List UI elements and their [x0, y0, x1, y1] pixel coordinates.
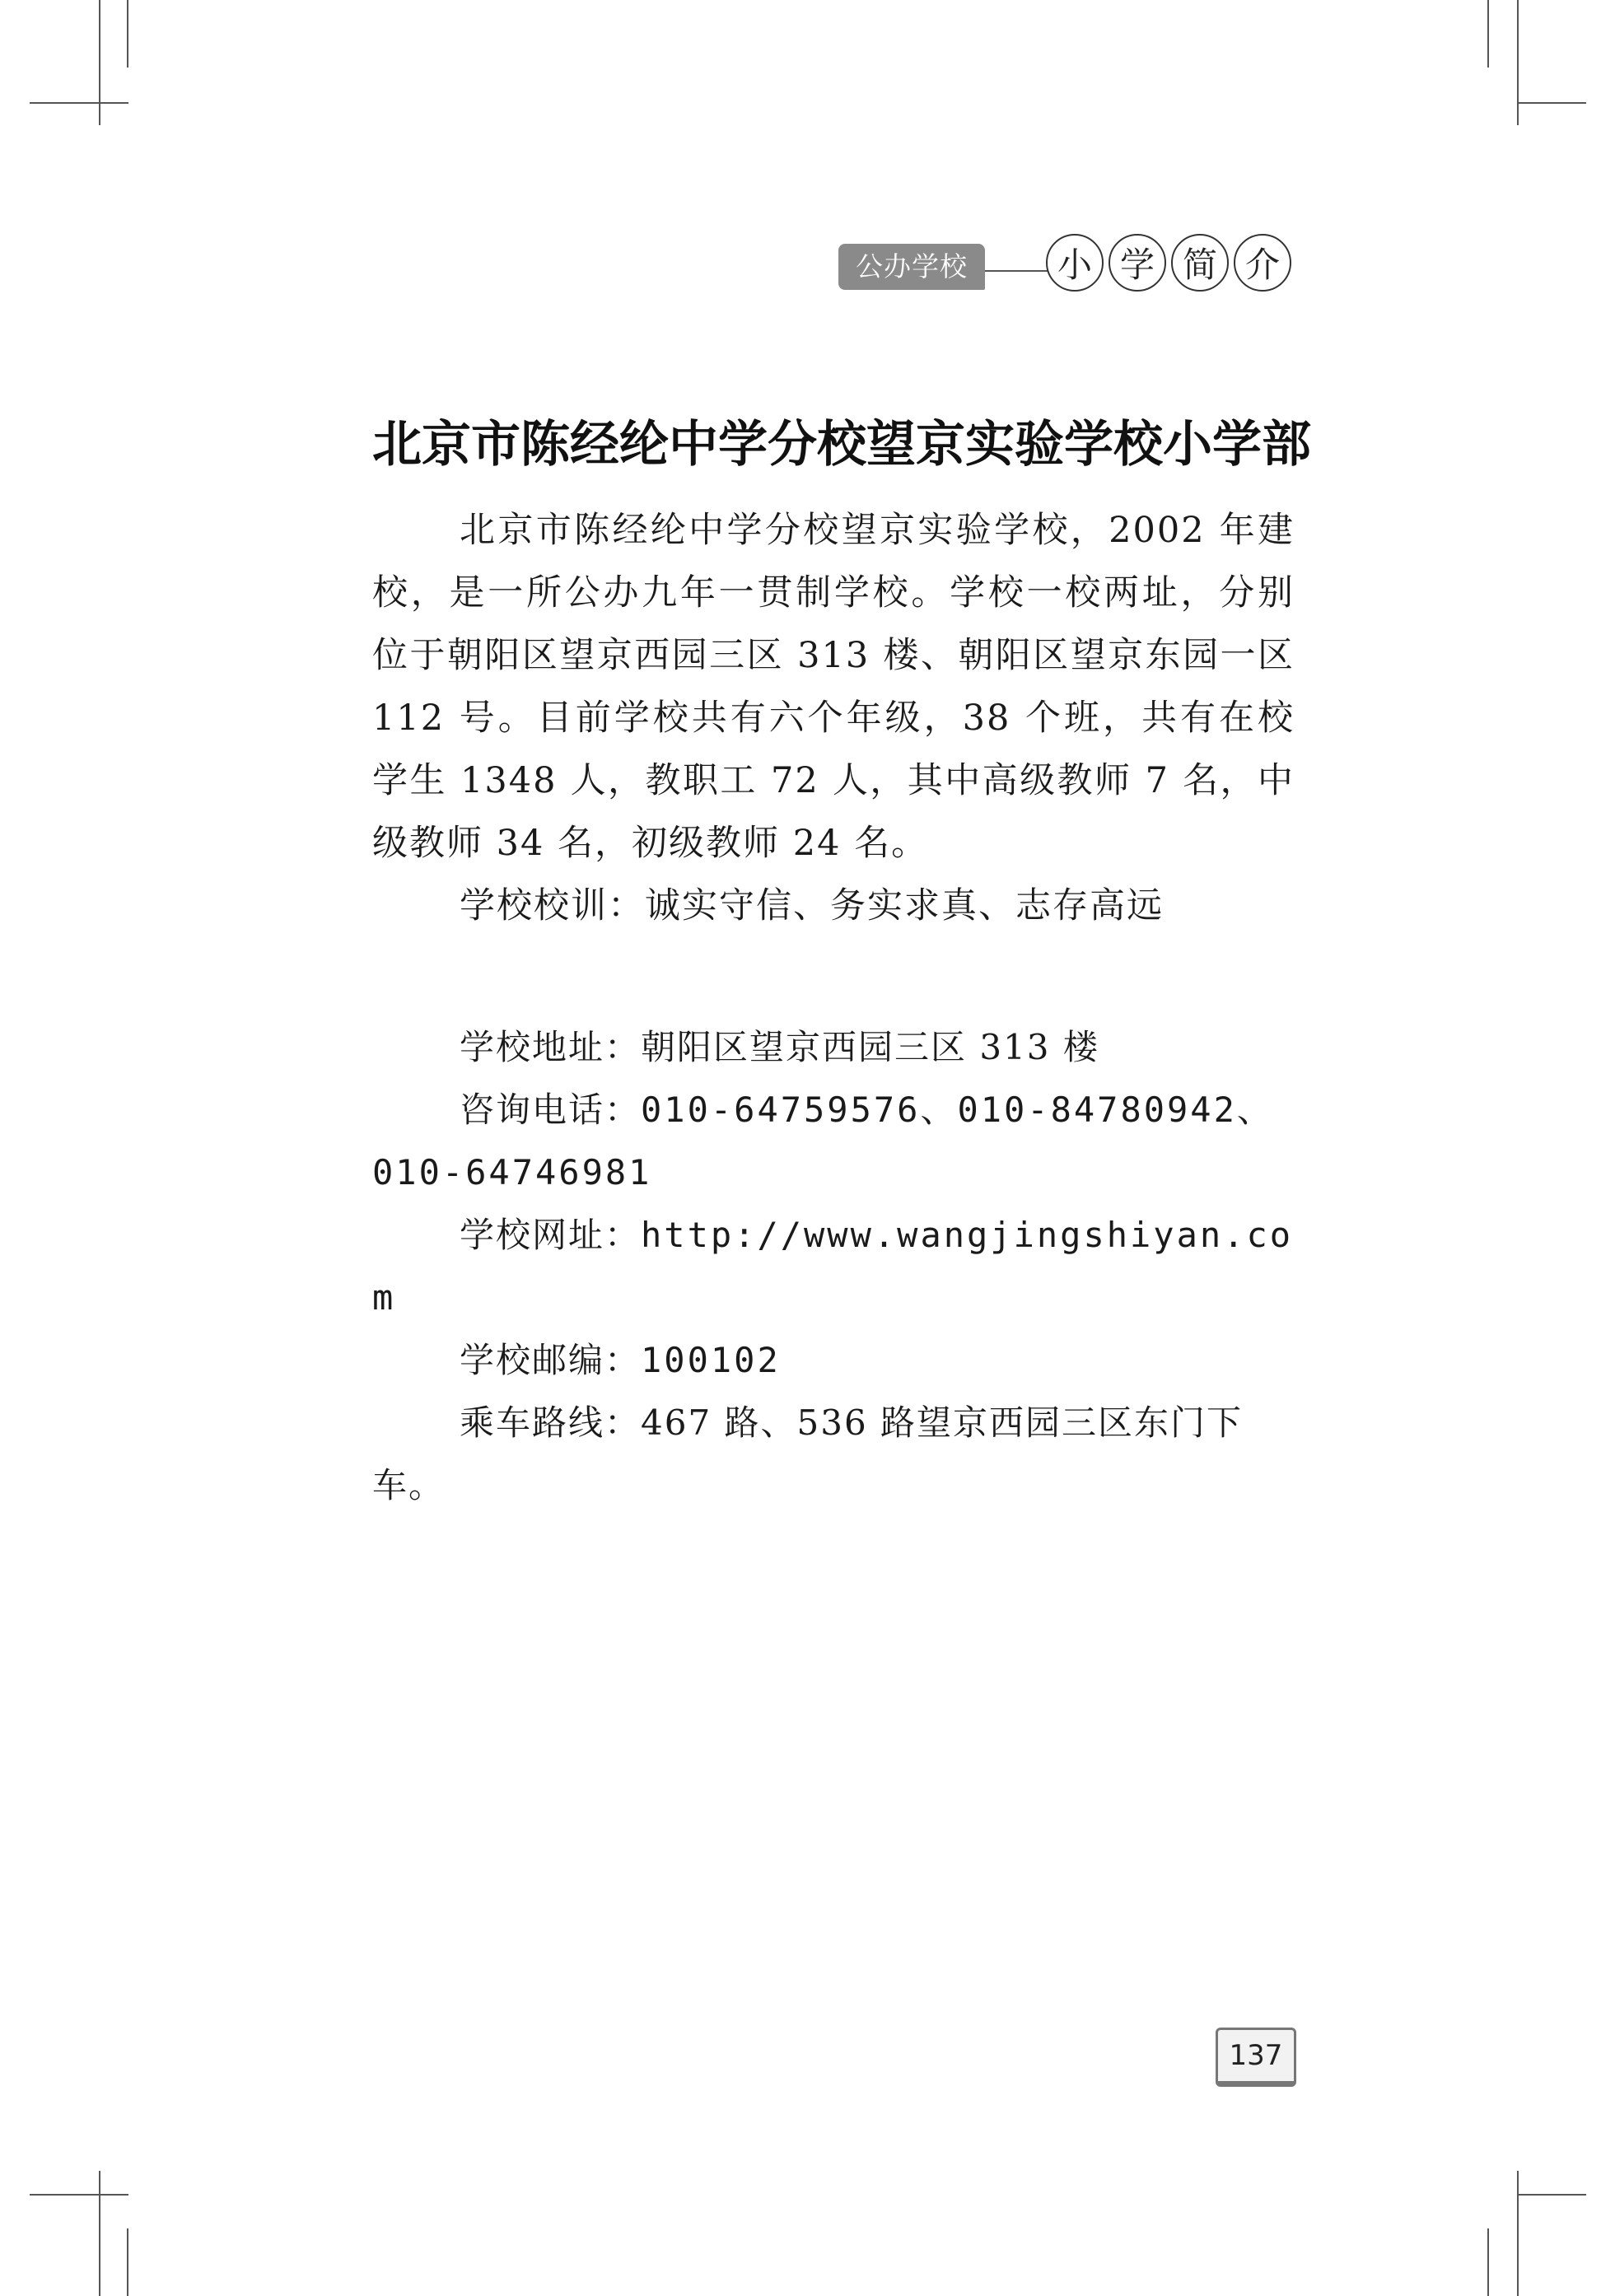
school-motto — [372, 875, 1295, 937]
crop-mark-top-left-h — [30, 102, 128, 104]
info-phone-value: 010-64759576、010-84780942、010-64746981 — [372, 1090, 1274, 1192]
crop-mark-top-right-h — [1517, 102, 1586, 104]
crop-mark-bottom-right-v2 — [1517, 2171, 1519, 2296]
info-phone-label: 咨询电话： — [460, 1090, 642, 1130]
info-bus-route-label: 乘车路线： — [460, 1402, 642, 1443]
section-char-4: 介 — [1234, 234, 1291, 292]
main-content — [372, 499, 1295, 1517]
school-title: 北京市陈经纶中学分校望京实验学校小学部 — [372, 416, 1311, 474]
crop-mark-top-right-v — [1487, 0, 1489, 68]
crop-mark-top-right-v2 — [1517, 0, 1519, 125]
info-postcode-label: 学校邮编： — [460, 1340, 642, 1380]
section-char-1: 小 — [1046, 234, 1104, 292]
crop-mark-bottom-right-h — [1517, 2194, 1586, 2196]
crop-mark-bottom-left-v — [99, 2171, 100, 2296]
crop-mark-bottom-right-v — [1487, 2228, 1489, 2296]
crop-mark-bottom-left-v2 — [127, 2228, 128, 2296]
motto-value: 诚实守信、务实求真、志存高远 — [645, 885, 1164, 926]
section-char-2: 学 — [1109, 234, 1166, 292]
section-char-3: 简 — [1171, 234, 1229, 292]
page-number: 137 — [1216, 2028, 1296, 2087]
section-title — [1046, 234, 1291, 292]
page-header — [838, 234, 1287, 293]
info-postcode — [372, 1329, 1295, 1392]
info-address — [372, 1016, 1295, 1079]
crop-mark-bottom-left-h — [30, 2194, 128, 2196]
motto-label: 学校校训： — [460, 885, 645, 926]
info-address-value: 朝阳区望京西园三区 313 楼 — [641, 1027, 1099, 1067]
info-bus-route-value: 467 路、536 路望京西园三区东门下车。 — [372, 1402, 1244, 1505]
info-website — [372, 1204, 1295, 1329]
info-website-label: 学校网址： — [460, 1215, 642, 1255]
intro-paragraph: 北京市陈经纶中学分校望京实验学校，2002 年建校，是一所公办九年一贯制学校。学校一校两址，分别位于朝阳区望京西园三区 313 楼、朝阳区望京东园一区 112 号。目前学校共有六个年级，38 个班，共有在校学生 1348 人，教职工 72 人，其中高级教师 7 名，中级教师 34 名，初级教师 24 名。 — [372, 510, 1295, 864]
info-address-label: 学校地址： — [460, 1027, 642, 1067]
info-phone — [372, 1079, 1295, 1204]
info-bus-route — [372, 1392, 1295, 1517]
contact-info — [372, 1016, 1295, 1517]
category-tag: 公办学校 — [838, 244, 985, 290]
crop-mark-top-left-v2 — [127, 0, 128, 68]
info-postcode-value: 100102 — [641, 1340, 781, 1380]
info-website-value: http://www.wangjingshiyan.com — [372, 1215, 1294, 1318]
header-divider — [985, 270, 1051, 272]
crop-mark-top-left-v — [99, 0, 100, 125]
